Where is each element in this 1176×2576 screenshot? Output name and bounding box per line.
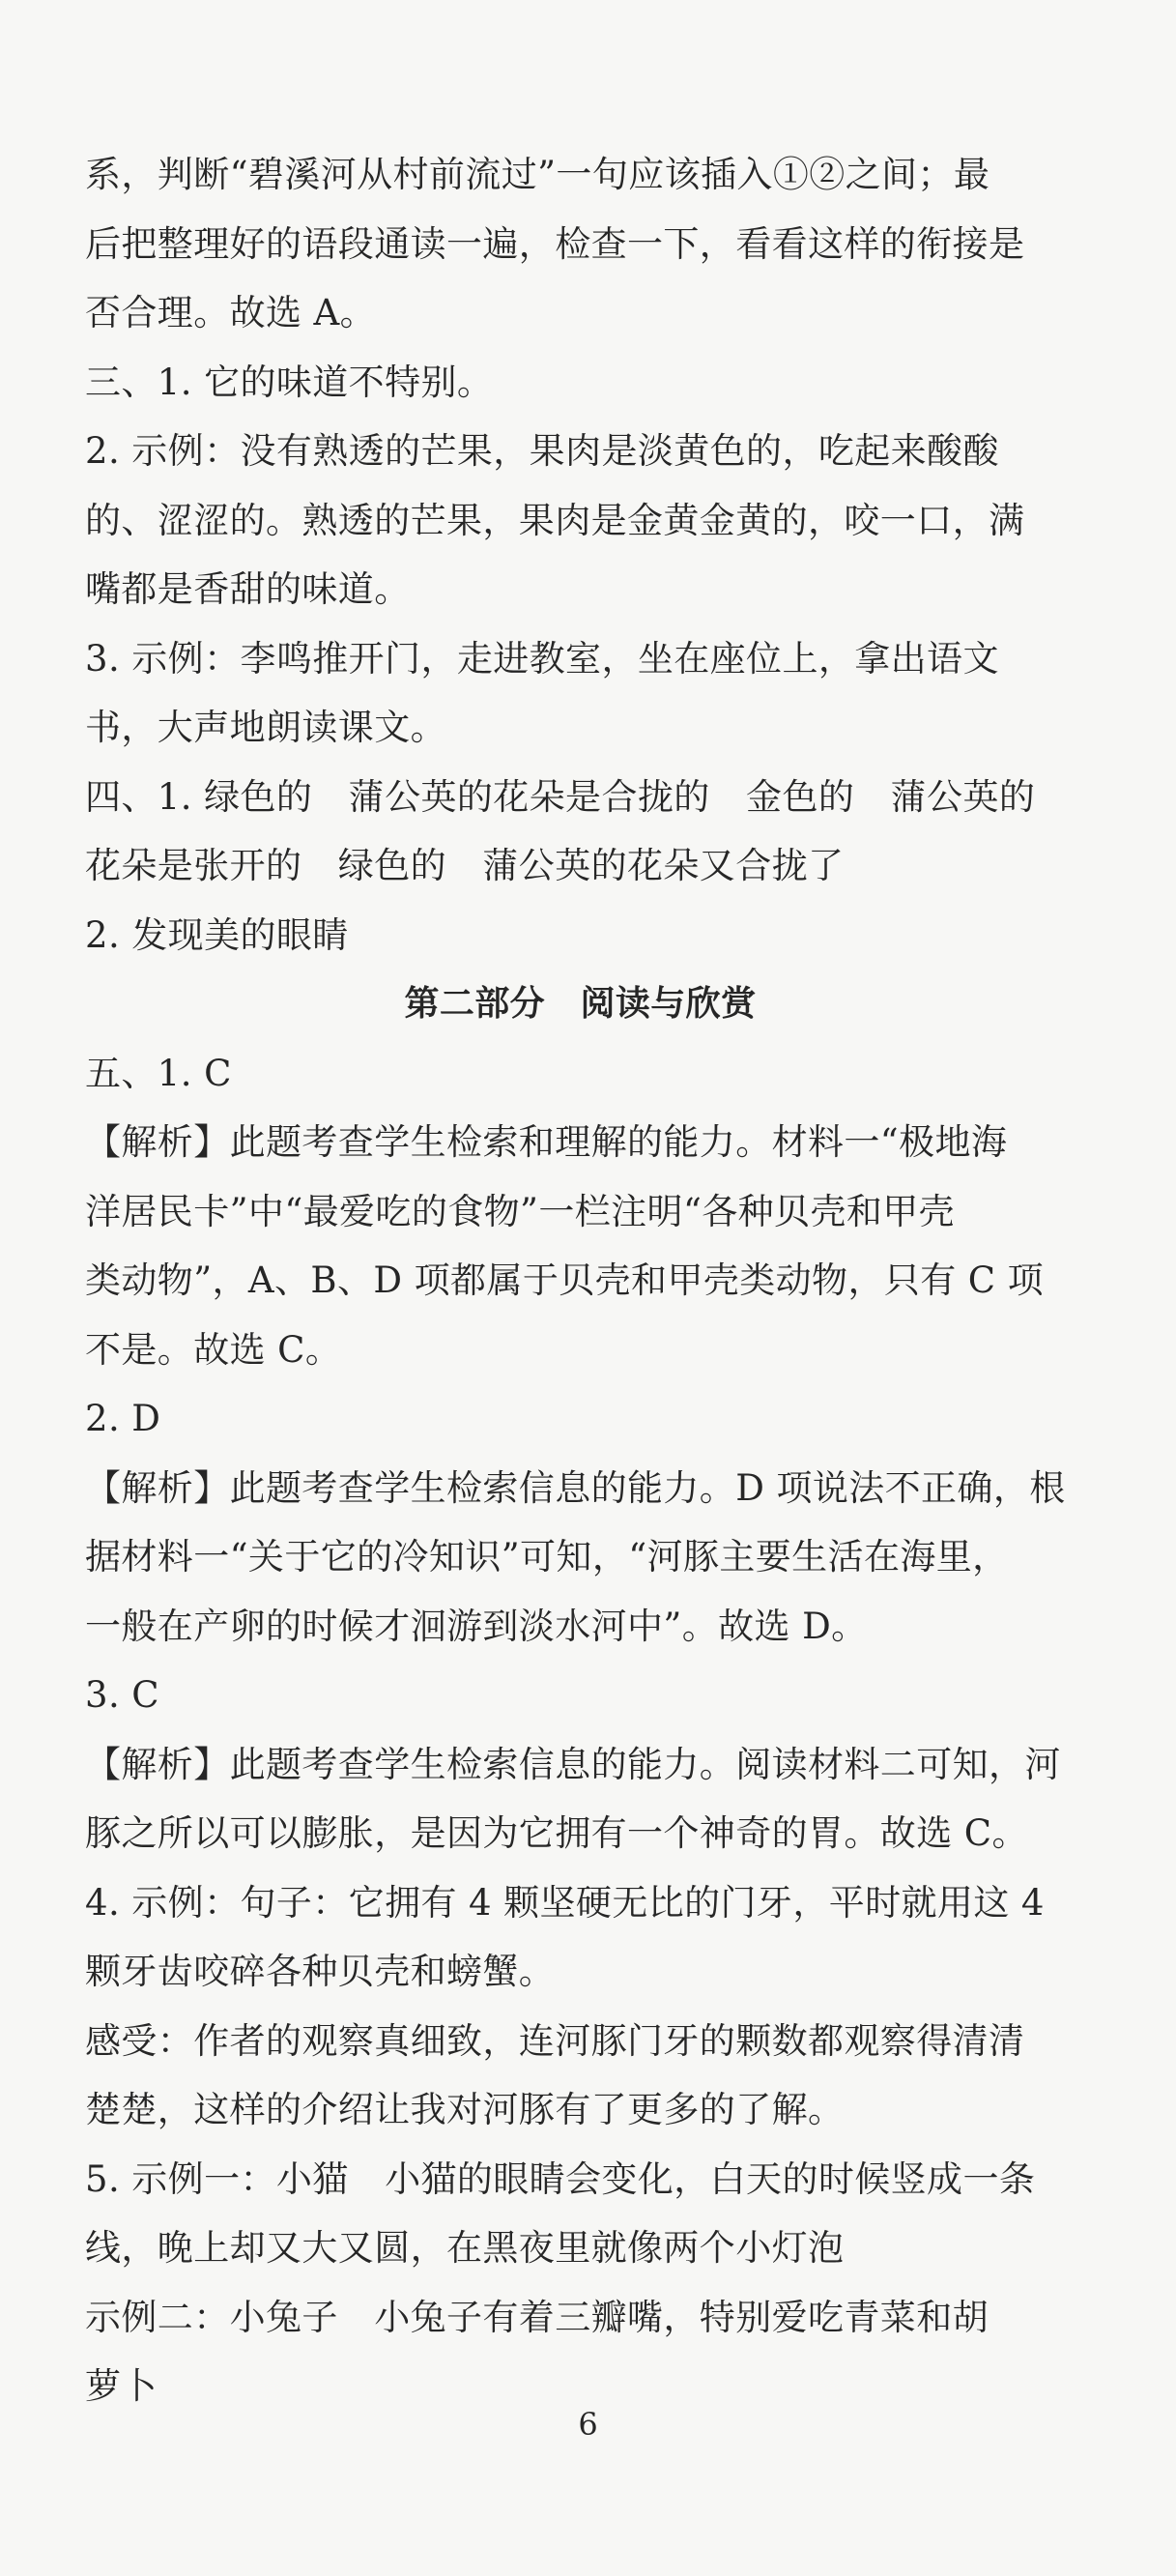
text-line: 线，晚上却又大又圆，在黑夜里就像两个小灯泡	[85, 2227, 845, 2269]
text-line: 3. C	[85, 1674, 159, 1716]
text-line: 4. 示例：句子：它拥有 4 颗坚硬无比的门牙，平时就用这 4	[85, 1881, 1045, 1924]
text-line: 【解析】此题考查学生检索信息的能力。阅读材料二可知，河	[85, 1743, 1061, 1785]
text-line: 5. 示例一：小猫 小猫的眼睛会变化，白天的时候竖成一条	[85, 2157, 1036, 2200]
text-line: 据材料一“关于它的冷知识”可知，“河豚主要生活在海里，	[85, 1536, 1009, 1577]
text-line: 豚之所以可以膨胀，是因为它拥有一个神奇的胃。故选 C。	[85, 1812, 1028, 1854]
text-line: 示例二：小兔子 小兔子有着三瓣嘴，特别爱吃青菜和胡	[85, 2296, 989, 2338]
text-line: 五、1. C	[85, 1052, 232, 1094]
text-line: 后把整理好的语段通读一遍，检查一下，看看这样的衔接是	[85, 222, 1025, 265]
text-line: 系，判断“碧溪河从村前流过”一句应该插入①②之间；最	[85, 154, 990, 195]
page-number: 6	[578, 2406, 598, 2443]
text-line: 洋居民卡”中“最爱吃的食物”一栏注明“各种贝壳和甲壳	[85, 1190, 956, 1232]
text-line: 2. 发现美的眼睛	[85, 913, 349, 956]
text-line: 2. D	[85, 1398, 161, 1439]
answer-text-body	[85, 140, 1076, 2421]
text-line: 花朵是张开的 绿色的 蒲公英的花朵又合拢了	[85, 845, 845, 886]
text-line: 的、涩涩的。熟透的芒果，果肉是金黄金黄的，咬一口，满	[85, 499, 1025, 541]
text-line: 不是。故选 C。	[85, 1328, 342, 1371]
section-heading: 第二部分 阅读与欣赏	[404, 984, 757, 1024]
text-line: 类动物”，A、B、D 项都属于贝壳和甲壳类动物，只有 C 项	[85, 1259, 1045, 1301]
text-line: 楚楚，这样的介绍让我对河豚有了更多的了解。	[85, 2089, 845, 2130]
text-line: 2. 示例：没有熟透的芒果，果肉是淡黄色的，吃起来酸酸	[85, 430, 999, 472]
text-line: 书，大声地朗读课文。	[85, 707, 446, 748]
text-line: 萝卜	[85, 2365, 158, 2407]
text-line: 嘴都是香甜的味道。	[85, 568, 411, 610]
text-line: 四、1. 绿色的 蒲公英的花朵是合拢的 金色的 蒲公英的	[85, 775, 1036, 818]
text-line: 【解析】此题考查学生检索和理解的能力。材料一“极地海	[85, 1121, 1008, 1163]
text-line: 【解析】此题考查学生检索信息的能力。D 项说法不正确，根	[85, 1466, 1066, 1509]
text-line: 三、1. 它的味道不特别。	[85, 361, 494, 403]
text-line: 颗牙齿咬碎各种贝壳和螃蟹。	[85, 1951, 556, 1992]
text-line: 否合理。故选 A。	[85, 292, 377, 333]
text-line: 3. 示例：李鸣推开门，走进教室，坐在座位上，拿出语文	[85, 637, 999, 680]
text-line: 感受：作者的观察真细致，连河豚门牙的颗数都观察得清清	[85, 2019, 1025, 2062]
text-line: 一般在产卵的时候才洄游到淡水河中”。故选 D。	[85, 1605, 868, 1647]
